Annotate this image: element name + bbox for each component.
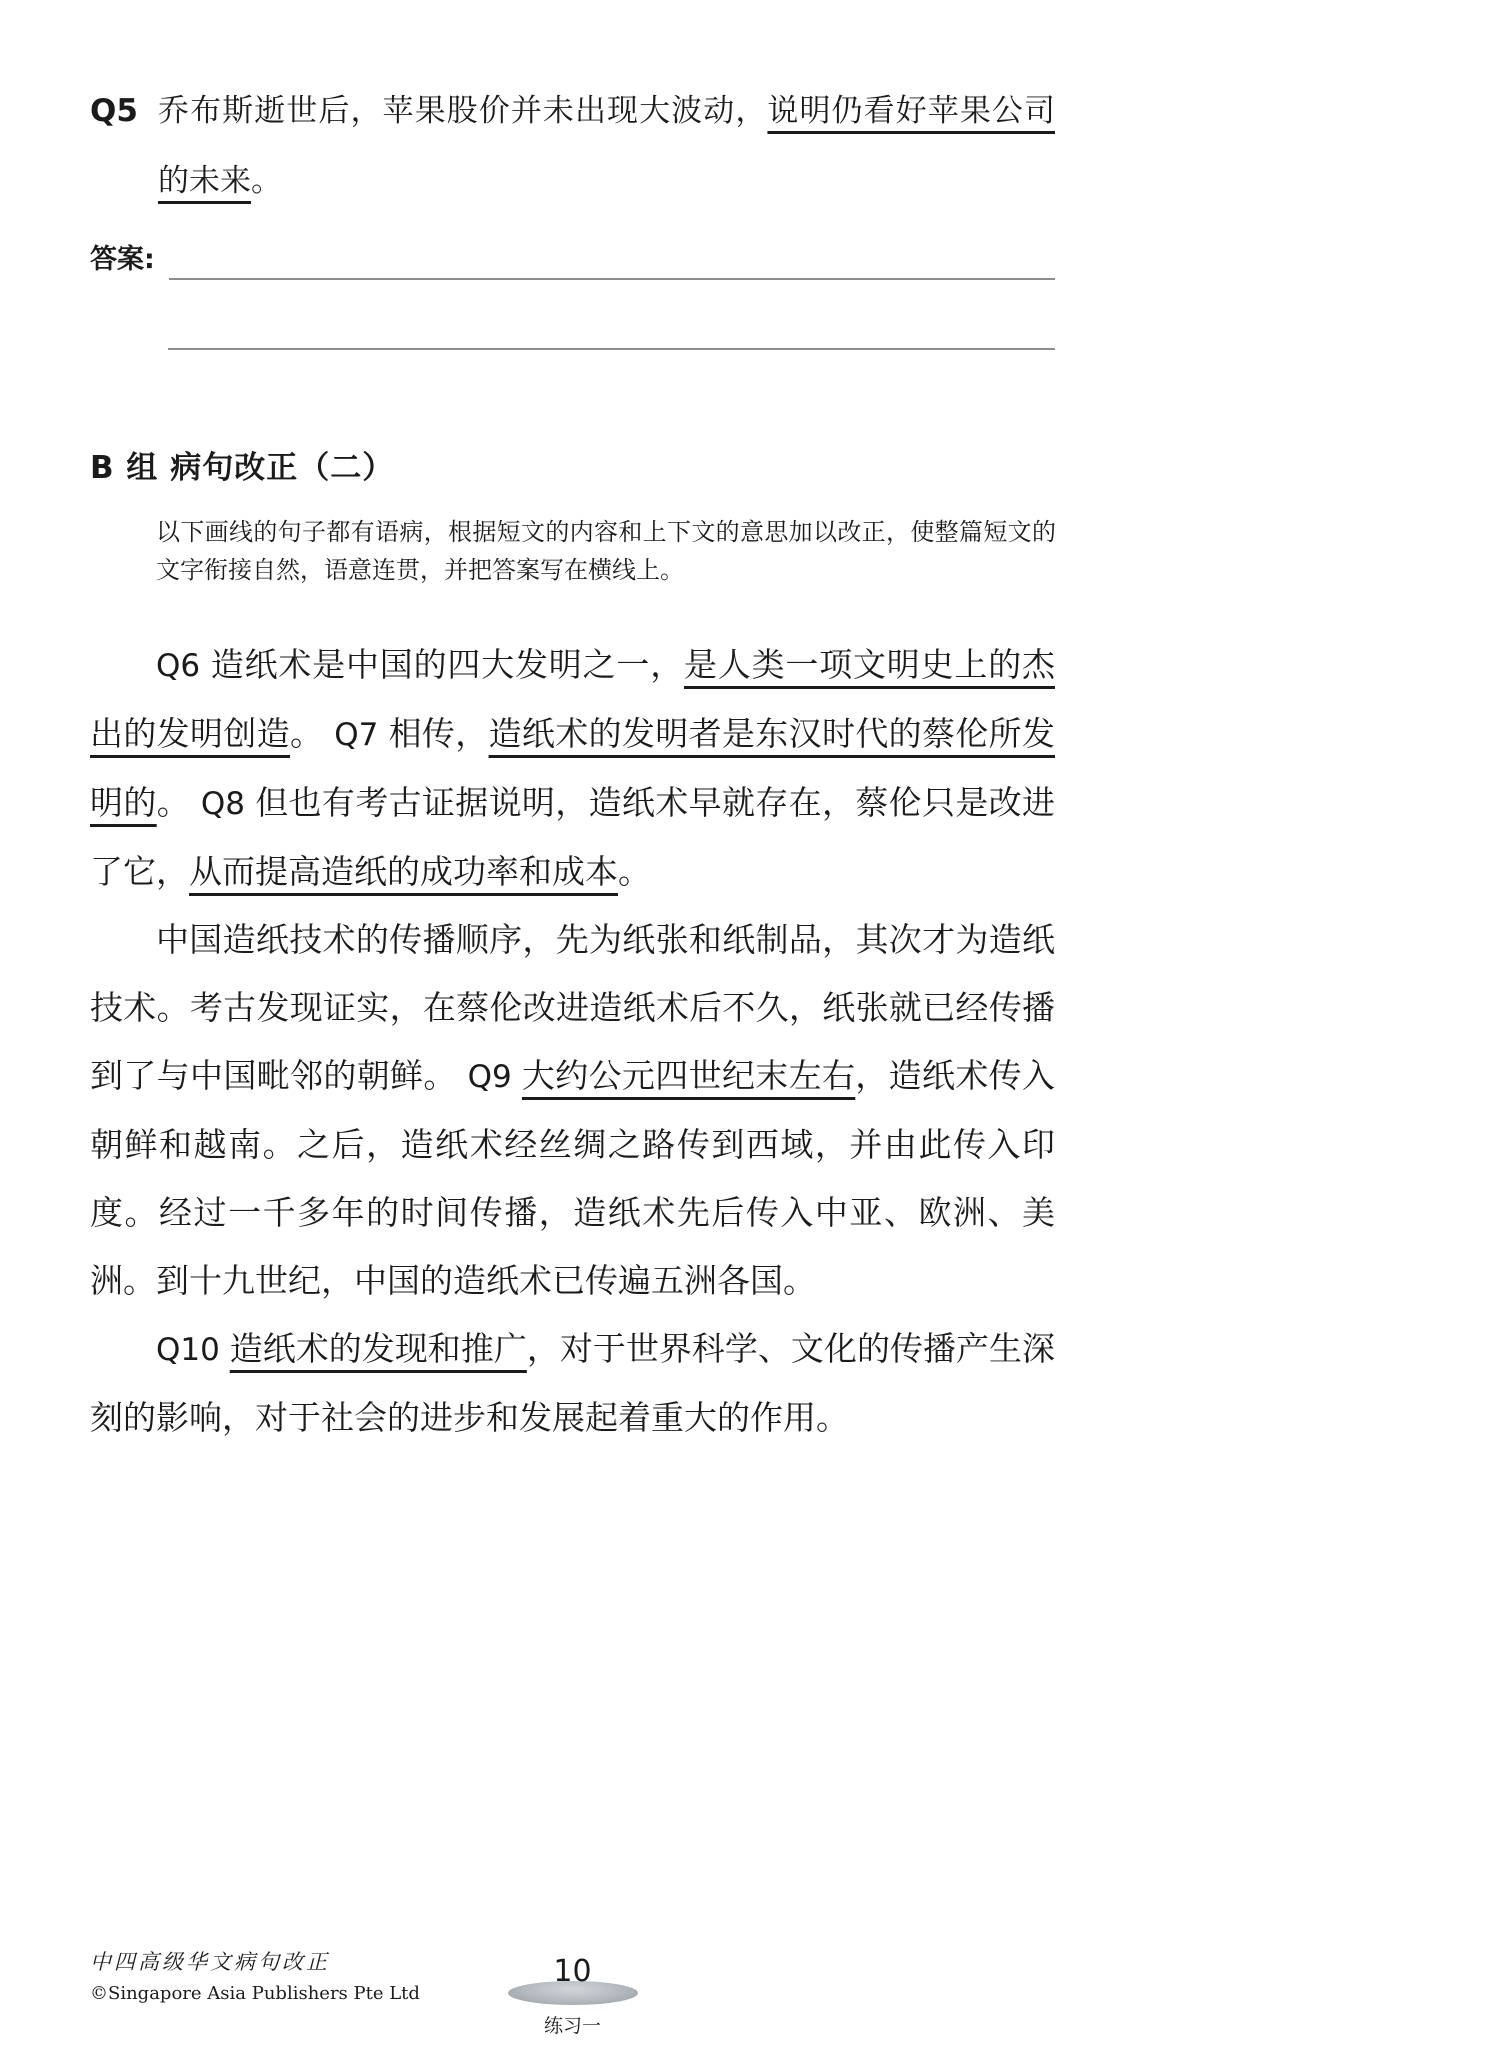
answer-blank-line-1 — [169, 242, 1055, 280]
text-run: 相传， — [388, 714, 489, 753]
question-label: Q8 — [200, 786, 256, 822]
underlined-phrase: 造纸术的发明者是东汉时代的蔡伦所发明的 — [90, 714, 1056, 822]
passage — [90, 631, 1055, 1452]
text-run: 造纸术是中国的四大发明之一， — [210, 645, 685, 684]
text-run: ，对于世界科学、文化的传播产生深刻的影响，对于社会的进步和发展起着重大的作用。 — [90, 1329, 1055, 1437]
text-run: 但也有考古证据说明，造纸术早就存在，蔡伦只是改进了它， — [90, 783, 1055, 891]
section-b-heading: B 组 病句改正（二） — [90, 450, 395, 486]
question-label: Q9 — [467, 1059, 522, 1095]
underlined-phrase: 造纸术的发现和推广 — [229, 1329, 527, 1368]
exercise-label: 练习一 — [543, 2015, 601, 2037]
footer-center — [90, 1954, 1055, 2038]
q5-label: Q5 — [90, 93, 138, 129]
text-run: 中国造纸技术的传播顺序，先为纸张和纸制品，其次才为造纸技术。考古发现证实，在蔡伦改进造纸术后不久，纸张就已经传播到了与中国毗邻的朝鲜。 — [90, 920, 1055, 1095]
publisher-credit: ©Singapore Asia Publishers Pte Ltd — [90, 1983, 420, 2004]
passage-paragraph-3 — [90, 1315, 1055, 1452]
question-label: Q7 — [334, 717, 389, 753]
page-number: 10 — [553, 1954, 592, 1989]
question-label: Q10 — [156, 1332, 230, 1368]
answer-row-1 — [90, 240, 1055, 280]
underlined-phrase: 说明仍看好苹果公司的未来 — [158, 93, 1055, 199]
text-run: 。 — [156, 783, 201, 822]
question-label: Q6 — [156, 648, 211, 684]
text-run: 。 — [618, 852, 651, 891]
book-title: 中四高级华文病句改正 — [90, 1950, 330, 1974]
text-run: ，造纸术传入朝鲜和越南。之后，造纸术经丝绸之路传到西域，并由此传入印度。经过一千多年的时间传播，造纸术先后传入中亚、欧洲、美洲。到十九世纪，中国的造纸术已传遍五洲各国。 — [90, 1056, 1055, 1300]
underlined-phrase: 大约公元四世纪末左右 — [521, 1056, 856, 1095]
underlined-phrase: 是人类一项文明史上的杰出的发明创造 — [90, 645, 1056, 753]
page-content — [90, 0, 1055, 1452]
text-run: 。 — [251, 163, 282, 199]
answer-label: 答案: — [90, 244, 155, 275]
text-run: 。 — [290, 714, 335, 753]
answer-blank-line-2 — [168, 280, 1055, 350]
section-b-instructions: 以下画线的句子都有语病，根据短文的内容和上下文的意思加以改正，使整篇短文的文字衔接自然，语意连贯，并把答案写在横线上。 — [156, 518, 1056, 584]
question-q5 — [90, 76, 1055, 216]
text-run: 乔布斯逝世后，苹果股价并未出现大波动， — [158, 93, 768, 129]
underlined-phrase: 从而提高造纸的成功率和成本 — [189, 852, 618, 891]
passage-paragraph-2 — [90, 906, 1055, 1315]
passage-paragraph-1 — [90, 631, 1055, 906]
q5-text — [158, 76, 1055, 216]
